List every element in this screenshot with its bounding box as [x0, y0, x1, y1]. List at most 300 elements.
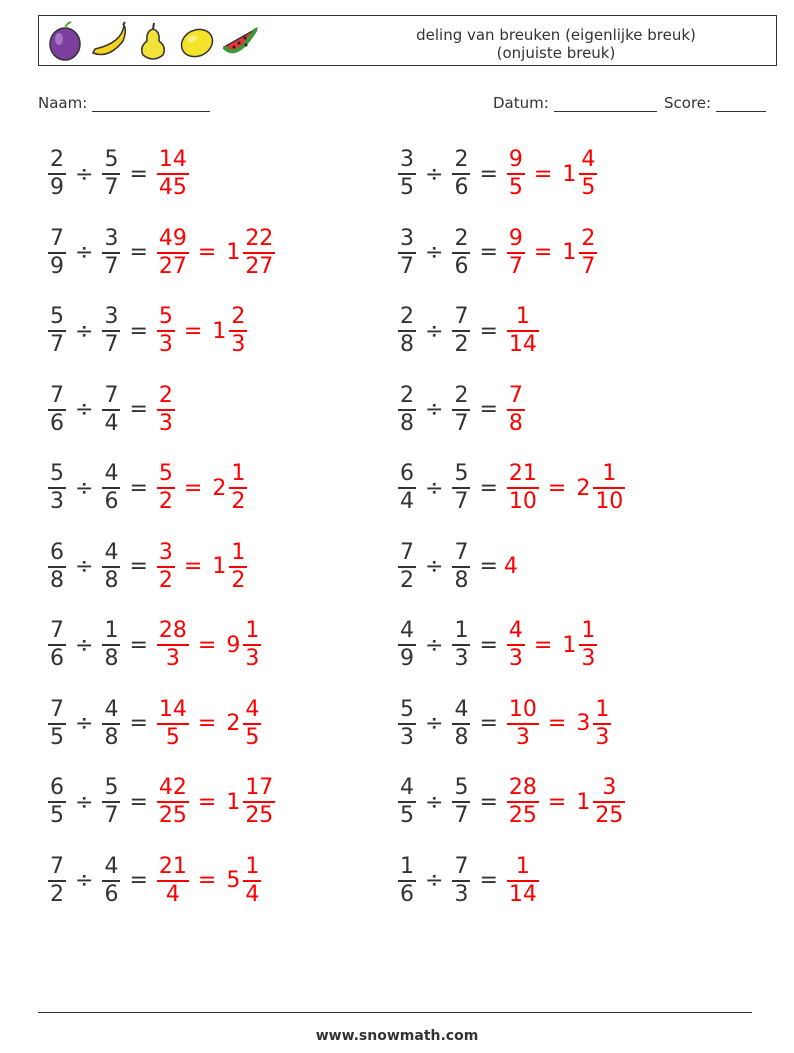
problem-item [395, 299, 542, 363]
problem-item [395, 613, 600, 677]
dividend-fraction-numerator: 1 [400, 853, 414, 879]
answer-fraction [157, 461, 175, 515]
answer-fraction [507, 226, 525, 280]
divisor-fraction [452, 540, 470, 594]
problem-item [45, 770, 278, 834]
mixed-fraction [243, 697, 261, 751]
answer-fraction-denominator: 45 [158, 175, 187, 200]
answer-equals-sign: = [197, 711, 217, 736]
answer [154, 304, 250, 358]
mixed-whole: 2 [212, 475, 227, 501]
answer [504, 697, 614, 751]
divisor-fraction-numerator: 4 [104, 696, 119, 722]
fruit-icons [45, 19, 261, 63]
divisor-fraction-numerator: 4 [104, 539, 119, 565]
answer-equals-sign: = [183, 475, 203, 501]
answer-fraction-denominator: 4 [165, 881, 180, 907]
title-line-1: deling van breuken (eigenlijke breuk) [416, 26, 696, 44]
answer-fraction-numerator: 28 [158, 618, 187, 643]
divisor-fraction-denominator: 8 [454, 567, 469, 593]
equals-sign: = [479, 397, 498, 422]
mixed-denominator: 4 [245, 881, 260, 907]
mixed-denominator: 25 [595, 803, 624, 828]
dividend-fraction-numerator: 5 [400, 696, 414, 722]
divisor-fraction-numerator: 7 [104, 382, 119, 408]
answer-fraction [507, 461, 539, 515]
answer-equals-sign: = [197, 789, 217, 815]
dividend-fraction [48, 697, 66, 751]
equals-sign: = [479, 240, 498, 265]
divisor-fraction-denominator: 8 [104, 646, 119, 671]
problem-item [45, 849, 264, 913]
problem-item [45, 456, 250, 520]
dividend-fraction-numerator: 7 [50, 696, 64, 722]
divide-sign: ÷ [425, 789, 444, 815]
divide-sign: ÷ [75, 161, 94, 187]
divide-sign: ÷ [425, 318, 444, 344]
dividend-fraction-numerator: 6 [400, 461, 414, 486]
mixed-numerator: 4 [581, 147, 596, 172]
mixed-whole: 2 [226, 711, 241, 736]
answer-fraction-denominator: 14 [508, 332, 537, 357]
divide-sign: ÷ [425, 554, 444, 579]
divisor-fraction-numerator: 7 [454, 853, 469, 879]
problem-item [395, 692, 614, 756]
divisor-fraction-denominator: 7 [104, 175, 119, 200]
answer [154, 775, 278, 829]
mixed-fraction [579, 226, 597, 280]
answer-fraction [507, 304, 539, 358]
answer-fraction-denominator: 5 [508, 175, 523, 200]
dividend-fraction-numerator: 2 [50, 147, 64, 172]
answer [504, 775, 628, 829]
divisor-fraction [102, 461, 120, 515]
mixed-numerator: 17 [245, 775, 274, 800]
divisor-fraction-numerator: 3 [104, 304, 119, 329]
dividend-fraction [48, 540, 66, 594]
divide-sign: ÷ [75, 632, 94, 658]
mixed-fraction [243, 775, 275, 829]
problem-item [45, 142, 192, 206]
equals-sign: = [129, 711, 148, 736]
dividend-fraction-numerator: 6 [50, 775, 64, 800]
answer [504, 147, 600, 201]
answer-fraction [157, 775, 189, 829]
answer-fraction-denominator: 10 [508, 489, 537, 514]
plum-icon [45, 19, 85, 63]
answer [154, 854, 264, 908]
name-line[interactable] [92, 95, 210, 112]
dividend-fraction-numerator: 7 [50, 853, 64, 879]
mixed-numerator: 4 [245, 696, 260, 722]
worksheet-header [38, 15, 777, 66]
answer [154, 618, 264, 672]
mixed-denominator: 3 [581, 646, 596, 671]
answer [504, 383, 528, 437]
answer-whole-number: 4 [503, 554, 518, 579]
answer-fraction [157, 697, 189, 751]
answer-fraction-denominator: 3 [158, 410, 173, 436]
watermelon-icon [221, 19, 261, 63]
answer-equals-sign: = [197, 240, 217, 265]
answer-fraction [507, 383, 525, 437]
dividend-fraction-denominator: 9 [400, 646, 414, 671]
dividend-fraction-numerator: 7 [50, 382, 64, 408]
title-line-2: (onjuiste breuk) [496, 44, 616, 62]
divisor-fraction-denominator: 7 [104, 803, 119, 828]
problem-item [45, 535, 250, 599]
pear-icon [133, 19, 173, 63]
equals-sign: = [129, 868, 148, 893]
divisor-fraction-denominator: 7 [104, 253, 119, 279]
answer [154, 383, 178, 437]
mixed-fraction [229, 461, 247, 515]
answer-equals-sign: = [183, 318, 203, 344]
answer-fraction-denominator: 25 [158, 803, 187, 828]
dividend-fraction [48, 304, 66, 358]
mixed-whole: 1 [562, 161, 577, 187]
dividend-fraction-denominator: 3 [50, 489, 64, 514]
mixed-numerator: 1 [595, 696, 610, 722]
answer-equals-sign: = [533, 632, 553, 658]
divisor-fraction [452, 854, 470, 908]
answer-fraction-numerator: 9 [508, 225, 523, 251]
dividend-fraction-denominator: 7 [400, 253, 414, 279]
answer-fraction [157, 304, 175, 358]
answer-equals-sign: = [547, 711, 567, 736]
dividend-fraction-denominator: 5 [400, 803, 414, 828]
divide-sign: ÷ [425, 868, 444, 893]
divide-sign: ÷ [425, 711, 444, 736]
equals-sign: = [129, 475, 148, 501]
answer-fraction-numerator: 5 [158, 304, 173, 329]
divide-sign: ÷ [75, 318, 94, 344]
divisor-fraction-denominator: 6 [104, 489, 119, 514]
divide-sign: ÷ [425, 161, 444, 187]
equals-sign: = [129, 632, 148, 658]
divisor-fraction [452, 775, 470, 829]
equals-sign: = [129, 554, 148, 579]
dividend-fraction-denominator: 6 [400, 881, 414, 907]
dividend-fraction [398, 383, 416, 437]
answer-fraction [157, 383, 175, 437]
mixed-whole: 1 [226, 789, 241, 815]
mixed-denominator: 3 [595, 724, 610, 750]
divisor-fraction-numerator: 7 [454, 304, 469, 329]
problem-item [395, 535, 518, 599]
mixed-denominator: 3 [231, 332, 246, 357]
dividend-fraction-numerator: 7 [50, 618, 64, 643]
mixed-numerator: 1 [245, 853, 260, 879]
problem-item [395, 849, 542, 913]
dividend-fraction-denominator: 5 [50, 724, 64, 750]
score-label: Score: [664, 94, 712, 112]
score-line[interactable] [716, 95, 766, 112]
divisor-fraction [452, 697, 470, 751]
mixed-whole: 9 [226, 632, 241, 658]
answer-fraction [507, 147, 525, 201]
divisor-fraction [452, 226, 470, 280]
divisor-fraction-denominator: 7 [454, 410, 469, 436]
divide-sign: ÷ [75, 397, 94, 422]
equals-sign: = [479, 711, 498, 736]
divisor-fraction-denominator: 7 [454, 489, 469, 514]
dividend-fraction-denominator: 9 [50, 175, 64, 200]
problem-item [45, 299, 250, 363]
dividend-fraction-denominator: 5 [50, 803, 64, 828]
answer-fraction [157, 540, 175, 594]
dividend-fraction-denominator: 7 [50, 332, 64, 357]
answer-fraction-numerator: 14 [158, 696, 187, 722]
mixed-denominator: 7 [581, 253, 596, 279]
problem-item [395, 770, 628, 834]
mixed-numerator: 1 [231, 461, 246, 486]
answer-fraction-denominator: 3 [515, 724, 530, 750]
dividend-fraction-denominator: 6 [50, 410, 64, 436]
name-field[interactable] [38, 94, 210, 112]
answer-equals-sign: = [183, 554, 203, 579]
mixed-fraction [593, 775, 625, 829]
answer-fraction-denominator: 25 [508, 803, 537, 828]
dividend-fraction-numerator: 2 [400, 382, 414, 408]
answer-equals-sign: = [197, 868, 217, 893]
score-field[interactable] [664, 94, 766, 112]
divisor-fraction-numerator: 7 [454, 539, 469, 565]
dividend-fraction [398, 854, 416, 908]
dividend-fraction-denominator: 8 [400, 410, 414, 436]
equals-sign: = [479, 868, 498, 893]
answer-fraction-numerator: 28 [508, 775, 537, 800]
equals-sign: = [129, 789, 148, 815]
answer [154, 226, 278, 280]
answer-fraction-numerator: 7 [508, 382, 523, 408]
equals-sign: = [479, 318, 498, 344]
mixed-denominator: 5 [581, 175, 596, 200]
mixed-fraction [243, 226, 275, 280]
date-field[interactable] [493, 94, 657, 112]
answer-fraction [507, 618, 525, 672]
mixed-fraction [243, 854, 261, 908]
answer-fraction-numerator: 9 [508, 147, 523, 172]
answer-fraction [157, 226, 189, 280]
dividend-fraction-denominator: 2 [50, 881, 64, 907]
mixed-denominator: 2 [231, 489, 246, 514]
divisor-fraction [102, 697, 120, 751]
answer-fraction-numerator: 1 [515, 304, 530, 329]
divide-sign: ÷ [425, 397, 444, 422]
equals-sign: = [129, 240, 148, 265]
divisor-fraction [452, 618, 470, 672]
dividend-fraction [48, 618, 66, 672]
mixed-numerator: 2 [581, 225, 596, 251]
mixed-whole: 1 [212, 554, 227, 579]
answer-fraction [157, 854, 189, 908]
answer-fraction-denominator: 27 [158, 253, 187, 279]
dividend-fraction [398, 697, 416, 751]
mixed-fraction [579, 618, 597, 672]
divisor-fraction [102, 304, 120, 358]
mixed-whole: 1 [562, 632, 577, 658]
dividend-fraction-numerator: 5 [50, 461, 64, 486]
equals-sign: = [479, 554, 498, 579]
date-line[interactable] [554, 95, 657, 112]
mixed-numerator: 1 [602, 461, 617, 486]
answer-fraction-numerator: 14 [158, 147, 187, 172]
dividend-fraction-denominator: 8 [50, 567, 64, 593]
answer-fraction-numerator: 5 [158, 461, 173, 486]
problem-item [45, 613, 264, 677]
answer-fraction [507, 697, 539, 751]
footer-url: www.snowmath.com [315, 1028, 479, 1044]
answer-fraction [157, 147, 189, 201]
mixed-denominator: 3 [245, 646, 260, 671]
dividend-fraction-denominator: 8 [400, 332, 414, 357]
divisor-fraction [102, 618, 120, 672]
dividend-fraction-denominator: 2 [400, 567, 414, 593]
divisor-fraction-numerator: 2 [454, 382, 469, 408]
answer-fraction [507, 854, 539, 908]
dividend-fraction-denominator: 9 [50, 253, 64, 279]
divisor-fraction-numerator: 5 [104, 775, 119, 800]
mixed-whole: 1 [226, 240, 241, 265]
answer-fraction-denominator: 2 [158, 489, 173, 514]
divide-sign: ÷ [75, 711, 94, 736]
answer-equals-sign: = [547, 475, 567, 501]
dividend-fraction [398, 226, 416, 280]
divisor-fraction [452, 461, 470, 515]
divisor-fraction-denominator: 8 [104, 724, 119, 750]
answer-fraction-numerator: 1 [515, 853, 530, 879]
divide-sign: ÷ [75, 240, 94, 265]
divisor-fraction-denominator: 6 [454, 253, 469, 279]
mixed-fraction [579, 147, 597, 201]
divisor-fraction-denominator: 8 [104, 567, 119, 593]
divisor-fraction-denominator: 8 [454, 724, 469, 750]
answer-fraction-numerator: 42 [158, 775, 187, 800]
mixed-numerator: 22 [245, 225, 274, 251]
divisor-fraction [452, 304, 470, 358]
mixed-whole: 5 [226, 868, 241, 893]
mixed-whole: 1 [212, 318, 227, 344]
lemon-icon [177, 19, 217, 63]
answer-fraction-numerator: 3 [158, 539, 173, 565]
answer-fraction [157, 618, 189, 672]
mixed-denominator: 10 [595, 489, 624, 514]
dividend-fraction-numerator: 3 [400, 147, 414, 172]
divisor-fraction [102, 383, 120, 437]
mixed-denominator: 27 [245, 253, 274, 279]
answer-fraction-denominator: 2 [158, 567, 173, 593]
equals-sign: = [129, 397, 148, 422]
mixed-numerator: 3 [602, 775, 617, 800]
mixed-fraction [243, 618, 261, 672]
divisor-fraction-numerator: 4 [454, 696, 469, 722]
answer [154, 461, 250, 515]
dividend-fraction [398, 775, 416, 829]
divisor-fraction-denominator: 4 [104, 410, 119, 436]
divisor-fraction-denominator: 7 [454, 803, 469, 828]
dividend-fraction-numerator: 7 [50, 225, 64, 251]
dividend-fraction-numerator: 4 [400, 618, 414, 643]
answer-fraction-numerator: 21 [158, 853, 187, 879]
mixed-whole: 1 [562, 240, 577, 265]
mixed-fraction [593, 461, 625, 515]
mixed-fraction [229, 540, 247, 594]
dividend-fraction [398, 540, 416, 594]
answer-equals-sign: = [533, 240, 553, 265]
answer [504, 226, 600, 280]
divisor-fraction-numerator: 5 [454, 775, 469, 800]
dividend-fraction [398, 147, 416, 201]
mixed-denominator: 5 [245, 724, 260, 750]
answer-fraction-denominator: 8 [508, 410, 523, 436]
equals-sign: = [129, 318, 148, 344]
divide-sign: ÷ [425, 240, 444, 265]
equals-sign: = [479, 789, 498, 815]
divisor-fraction [102, 226, 120, 280]
answer [154, 540, 250, 594]
divisor-fraction-numerator: 1 [104, 618, 119, 643]
dividend-fraction [48, 383, 66, 437]
dividend-fraction [48, 775, 66, 829]
answer-fraction-denominator: 7 [508, 253, 523, 279]
divide-sign: ÷ [75, 868, 94, 893]
answer [504, 554, 518, 579]
mixed-numerator: 1 [245, 618, 260, 643]
divisor-fraction-numerator: 2 [454, 147, 469, 172]
answer-fraction-denominator: 14 [508, 881, 537, 907]
footer-divider [38, 1012, 752, 1013]
divisor-fraction [102, 147, 120, 201]
answer-fraction-numerator: 2 [158, 382, 173, 408]
divisor-fraction-numerator: 2 [454, 225, 469, 251]
divisor-fraction-denominator: 3 [454, 881, 469, 907]
mixed-whole: 1 [576, 789, 591, 815]
answer-fraction-denominator: 3 [158, 332, 173, 357]
dividend-fraction-denominator: 6 [50, 646, 64, 671]
problem-item [395, 221, 600, 285]
mixed-fraction [593, 697, 611, 751]
dividend-fraction-numerator: 7 [400, 539, 414, 565]
divisor-fraction-numerator: 4 [104, 853, 119, 879]
dividend-fraction-numerator: 4 [400, 775, 414, 800]
divisor-fraction-denominator: 3 [454, 646, 469, 671]
problem-item [45, 221, 278, 285]
dividend-fraction [48, 461, 66, 515]
divide-sign: ÷ [75, 475, 94, 501]
divisor-fraction-numerator: 5 [454, 461, 469, 486]
divide-sign: ÷ [425, 475, 444, 501]
dividend-fraction-numerator: 6 [50, 539, 64, 565]
divisor-fraction-numerator: 4 [104, 461, 119, 486]
answer-fraction-numerator: 49 [158, 225, 187, 251]
divisor-fraction-denominator: 6 [454, 175, 469, 200]
answer-fraction-numerator: 4 [508, 618, 523, 643]
mixed-denominator: 2 [231, 567, 246, 593]
answer-fraction-numerator: 10 [508, 696, 537, 722]
mixed-numerator: 2 [231, 304, 246, 329]
dividend-fraction [48, 854, 66, 908]
answer-equals-sign: = [533, 161, 553, 187]
problem-item [395, 378, 528, 442]
mixed-whole: 3 [576, 711, 591, 736]
mixed-fraction [229, 304, 247, 358]
divisor-fraction [102, 854, 120, 908]
answer-equals-sign: = [547, 789, 567, 815]
date-label: Datum: [493, 94, 549, 112]
dividend-fraction-numerator: 3 [400, 225, 414, 251]
divisor-fraction [452, 383, 470, 437]
